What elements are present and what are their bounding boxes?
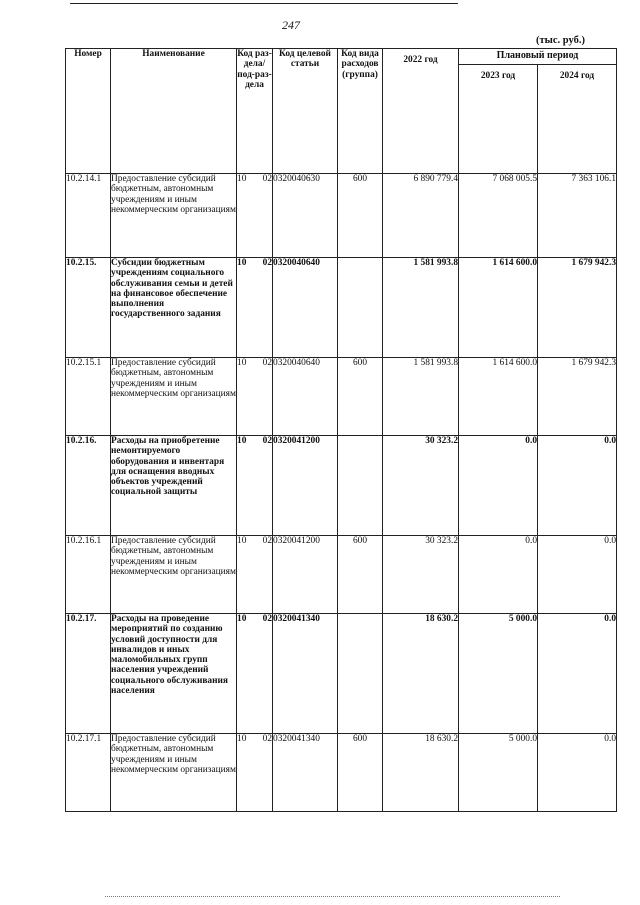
row-section-code: [237, 734, 273, 812]
row-section-code: [237, 614, 273, 734]
row-amount-2023: 5 000.0: [459, 614, 538, 734]
row-amount-2022: 30 323.2: [383, 436, 459, 536]
row-amount-2023: 1 614 600.0: [459, 358, 538, 436]
row-amount-2023: 1 614 600.0: [459, 258, 538, 358]
row-amount-2023: 7 068 005.5: [459, 174, 538, 258]
table-row: [66, 734, 617, 812]
row-amount-2024: 0.0: [538, 734, 617, 812]
page-number: 247: [282, 18, 300, 32]
table-row: [66, 436, 617, 536]
table-row: [66, 614, 617, 734]
row-amount-2024: 0.0: [538, 436, 617, 536]
row-amount-2024: 1 679 942.3: [538, 258, 617, 358]
row-name: Предоставление субсидий бюджетным, автономным учреждениям и иным некоммерческим организациям: [111, 536, 237, 614]
row-expense-code: 600: [338, 734, 383, 812]
row-target-code: 0320041200: [273, 536, 338, 614]
table-row: [66, 174, 617, 258]
row-expense-code: 600: [338, 358, 383, 436]
row-section-code: [237, 174, 273, 258]
row-podrazdel: 02: [262, 174, 272, 184]
table-row: [66, 258, 617, 358]
row-razdel: 10: [237, 258, 247, 268]
row-name: Расходы на приобретение немонтируемого оборудования и инвентаря для оснащения вводных объектов учреждений социальной защиты: [111, 436, 237, 536]
header-name: Наименование: [111, 49, 237, 174]
header-target: Код целевой статьи: [273, 49, 338, 174]
row-number: 10.2.17.: [66, 614, 111, 734]
row-amount-2023: 0.0: [459, 536, 538, 614]
table-row: [66, 358, 617, 436]
row-podrazdel: 02: [262, 614, 272, 624]
row-name: Предоставление субсидий бюджетным, автономным учреждениям и иным некоммерческим организациям: [111, 358, 237, 436]
row-razdel: 10: [237, 358, 247, 368]
header-expense-type: Код вида расходов (группа): [338, 49, 383, 174]
header-2024: 2024 год: [538, 65, 617, 174]
header-number: Номер: [66, 49, 111, 174]
top-rule: [70, 3, 458, 4]
row-name: Предоставление субсидий бюджетным, автономным учреждениям и иным некоммерческим организациям: [111, 174, 237, 258]
row-amount-2024: 0.0: [538, 536, 617, 614]
budget-table: [65, 48, 617, 812]
row-podrazdel: 02: [262, 258, 272, 268]
row-razdel: 10: [237, 174, 247, 184]
row-name: Расходы на проведение мероприятий по созданию условий доступности для инвалидов и иных маломобильных групп населения учреждений социального обслуживания населения: [111, 614, 237, 734]
row-number: 10.2.14.1: [66, 174, 111, 258]
row-number: 10.2.15.: [66, 258, 111, 358]
units-label: (тыс. руб.): [536, 35, 585, 46]
row-razdel: 10: [237, 734, 247, 744]
row-amount-2022: 18 630.2: [383, 614, 459, 734]
row-target-code: 0320040640: [273, 358, 338, 436]
row-amount-2023: 0.0: [459, 436, 538, 536]
row-target-code: 0320040640: [273, 258, 338, 358]
row-amount-2024: 7 363 106.1: [538, 174, 617, 258]
row-target-code: 0320041340: [273, 614, 338, 734]
row-section-code: [237, 436, 273, 536]
row-amount-2023: 5 000.0: [459, 734, 538, 812]
header-2022: 2022 год: [383, 49, 459, 174]
header-section: Код раз-дела/ под-раз-дела: [237, 49, 273, 174]
header-plan-period: Плановый период: [459, 49, 617, 65]
row-target-code: 0320041340: [273, 734, 338, 812]
row-razdel: 10: [237, 436, 247, 446]
row-number: 10.2.16.: [66, 436, 111, 536]
row-name: Предоставление субсидий бюджетным, автономным учреждениям и иным некоммерческим организациям: [111, 734, 237, 812]
bottom-rule: [105, 896, 560, 897]
row-podrazdel: 02: [262, 734, 272, 744]
row-section-code: [237, 358, 273, 436]
row-razdel: 10: [237, 536, 247, 546]
table-row: [66, 536, 617, 614]
row-expense-code: [338, 614, 383, 734]
row-section-code: [237, 536, 273, 614]
row-expense-code: [338, 258, 383, 358]
row-amount-2022: 1 581 993.8: [383, 358, 459, 436]
row-number: 10.2.17.1: [66, 734, 111, 812]
row-amount-2022: 1 581 993.8: [383, 258, 459, 358]
row-amount-2022: 6 890 779.4: [383, 174, 459, 258]
row-razdel: 10: [237, 614, 247, 624]
row-number: 10.2.16.1: [66, 536, 111, 614]
row-amount-2022: 18 630.2: [383, 734, 459, 812]
row-expense-code: [338, 436, 383, 536]
row-podrazdel: 02: [262, 358, 272, 368]
row-name: Субсидии бюджетным учреждениям социального обслуживания семьи и детей на финансовое обеспечение выполнения государственного задания: [111, 258, 237, 358]
row-target-code: 0320041200: [273, 436, 338, 536]
row-podrazdel: 02: [262, 536, 272, 546]
row-podrazdel: 02: [262, 436, 272, 446]
row-amount-2024: 1 679 942.3: [538, 358, 617, 436]
row-amount-2022: 30 323.2: [383, 536, 459, 614]
row-number: 10.2.15.1: [66, 358, 111, 436]
row-expense-code: 600: [338, 174, 383, 258]
row-target-code: 0320040630: [273, 174, 338, 258]
header-row-1: [66, 49, 617, 65]
row-section-code: [237, 258, 273, 358]
row-amount-2024: 0.0: [538, 614, 617, 734]
row-expense-code: 600: [338, 536, 383, 614]
header-2023: 2023 год: [459, 65, 538, 174]
